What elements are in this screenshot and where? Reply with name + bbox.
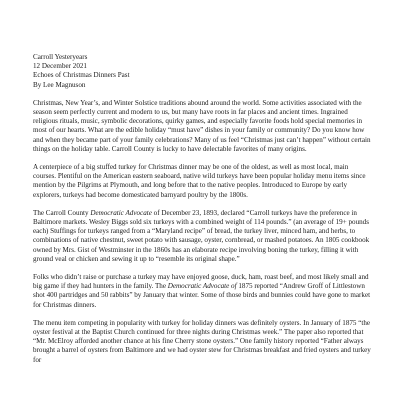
newspaper-name: Democratic Advocate of: [167, 282, 237, 291]
newspaper-name: Democratic Advocate: [90, 208, 152, 217]
paragraph-text: of December 23, 1893, declared “Carroll turkeys have the preference in Baltimore markets. Wesley Biggs sold six turkeys with a combined weight of 114 pounds.” (an average of 19+ pounds each) Stuffings for turkeys ranged from a “Maryland recipe” of bread, the turkey liver, minced ham, and herbs, to combinations of native chestnut, sweet potato with sausage, oyster, cornbread, or mashed potatoes. An 1805 cookbook owned by Mrs. Gist of Westminster in the 1860s has an elaborate recipe involving boning the turkey, filling it with ground veal or chicken and sewing it up to “resemble its original shape.”: [33, 208, 370, 263]
paragraph-game: [33, 273, 373, 310]
spacer: [33, 90, 373, 99]
paragraph-text: The menu item competing in popularity with turkey for holiday dinners was definitely oysters. In January of 1875 “the oyster festival at the Baptist Church continued for three nights during Christmas week.” The paper also reported that “Mr. McElroy afforded another chance at his fine Cherry stone oysters.” One family history reported “Father always brought a barrel of oysters from Baltimore and we had oyster stew for Christmas breakfast and fried oysters and turkey for: [33, 318, 371, 364]
paragraph-text: Christmas, New Year’s, and Winter Solstice traditions abound around the world. Some activities associated with the season seem perfectly current and modern to us, but many have roots in far places and ancient times. Ingrained religious rituals, music, symbolic decorations, quirky games, and especially favorite foods hold special memories in most of our hearts. What are the edible holiday “must have” dishes in your family or community? Do you know how and when they became part of your family celebrations? Many of us feel “Christmas just can’t happen” without certain things on the holiday table. Carroll County is lucky to have delectable favorites of many origins.: [33, 98, 371, 153]
article-date: 12 December 2021: [33, 62, 87, 71]
column-name: Carroll Yesteryears: [33, 53, 88, 61]
paragraph-carroll-turkeys: [33, 209, 373, 264]
paragraph-text: The Carroll County: [33, 208, 91, 217]
byline: By Lee Magnuson: [33, 80, 86, 89]
paragraph-text: A centerpiece of a big stuffed turkey for Christmas dinner may be one of the oldest, as well as most local, main courses. Plentiful on the American eastern seaboard, native wild turkeys have been popular holiday menu items since mention by the Pilgrims at Plymouth, and long before that to the native peoples. Introduced to Europe by early explorers, turkeys had become domesticated barnyard poultry by the 1800s.: [33, 163, 366, 199]
paragraph-intro: [33, 99, 373, 154]
paragraph-text: Folks who didn’t raise or purchase a turkey may have enjoyed goose, duck, ham, roast beef, and most likely small and big game if they had hunters in the family. The: [33, 273, 369, 291]
paragraph-text: 1875 reported “Andrew Groff of Littlestown shot 400 partridges and 50 rabbits” by January that winter. Some of those birds and bunnies could have gone to market for Christmas dinners.: [33, 282, 371, 309]
paragraph-oysters: [33, 319, 373, 365]
paragraph-turkey-centerpiece: [33, 163, 373, 200]
article-title: Echoes of Christmas Dinners Past: [33, 71, 130, 80]
article: [33, 53, 373, 374]
